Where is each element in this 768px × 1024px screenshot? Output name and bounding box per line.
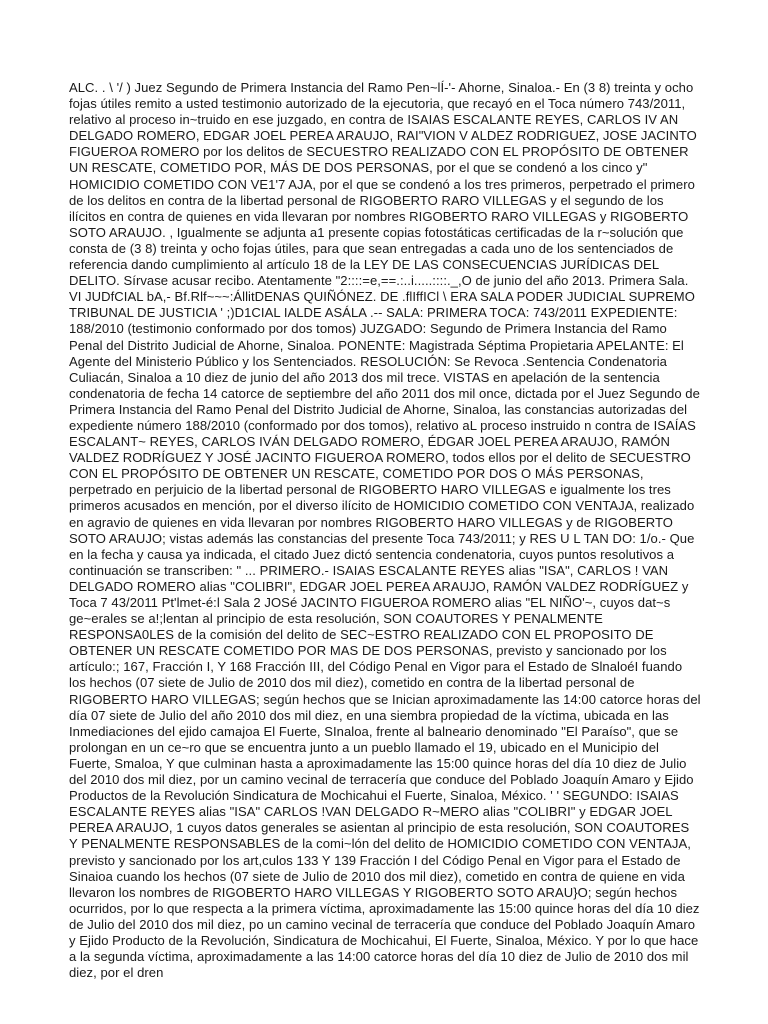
document-page — [69, 80, 701, 980]
document-body-text: ALC. . \ '/ ) Juez Segundo de Primera Instancia del Ramo Pen~lÍ-'- Ahorne, Sinaloa.- En (3 8) treinta y ocho fojas útiles remito a usted testimonio autorizado de la ejecutoria, que recayó en el Toca número 743/2011, relativo al proceso in~truido en ese juzgado, en contra de ISAIAS ESCALANTE REYES, CARLOS IV AN DELGADO ROMERO, EDGAR JOEL PEREA ARAUJO, RAI"VION V ALDEZ RODRIGUEZ, JOSE JACINTO FIGUEROA ROMERO por los delitos de SECUESTRO REALIZADO CON EL PROPÓSITO DE OBTENER UN RESCATE, COMETIDO POR, MÁS DE DOS PERSONAS, por el que se condenó a los cinco y" HOMICIDIO COMETIDO CON VE1'7 AJA, por el que se condenó a los tres primeros, perpetrado el primero de los delitos en contra de la libertad personal de RIGOBERTO RARO VILLEGAS y el segundo de los ilícitos en contra de quienes en vida llevaran por nombres RIGOBERTO RARO VILLEGAS y RIGOBERTO SOTO ARAUJO. , Igualmente se adjunta a1 presente copias fotostáticas certificadas de la r~solución que consta de (3 8) treinta y ocho fojas útiles, para que sean entregadas a cada uno de los sentenciados de referencia dando cumplimiento al artículo 18 de la LEY DE LAS CONSECUENCIAS JURÍDICAS DEL DELITO. Sírvase acusar recibo. Atentamente "2::::=e,==.:..i.....::::._,O de junio del año 2013. Primera Sala. VI JUDfCIAL bA,- Bf.Rlf~~~:ÁllitDENAS QUIÑÓNEZ. DE .flIffICl \ ERA SALA PODER JUDICIAL SUPREMO TRIBUNAL DE JUSTICIA ' ;)D1CIAL IALDE ASÁLA .-- SALA: PRIMERA TOCA: 743/2011 EXPEDIENTE: 188/2010 (testimonio conformado por dos tomos) JUZGADO: Segundo de Primera Instancia del Ramo Penal del Distrito Judicial de Ahorne, Sinaloa. PONENTE: Magistrada Séptima Propietaria APELANTE: El Agente del Ministerio Público y los Sentenciados. RESOLUCIÓN: Se Revoca .Sentencia Condenatoria Culiacán, Sinaloa a 10 diez de junio del año 2013 dos mil trece. VISTAS en apelación de la sentencia condenatoria de fecha 14 catorce de septiembre del año 2011 dos mil once, dictada por el Juez Segundo de Primera Instancia del Ramo Penal del Distrito Judicial de Ahorne, Sinaloa, las constancias autorizadas del expediente número 188/2010 (conformado por dos tomos), relativo aL proceso instruido n contra de ISAÍAS ESCALANT~ REYES, CARLOS IVÁN DELGADO ROMERO, ÉDGAR JOEL PEREA ARAUJO, RAMÓN VALDEZ RODRÍGUEZ Y JOSÉ JACINTO FIGUEROA ROMERO, todos ellos por el delito de SECUESTRO CON EL PROPÓSITO DE OBTENER UN RESCATE, COMETIDO POR DOS O MÁS PERSONAS, perpetrado en perjuicio de la libertad personal de RIGOBERTO HARO VILLEGAS e igualmente los tres primeros acusados en mención, por el diverso ilícito de HOMICIDIO COMETIDO CON VENTAJA, realizado en agravio de quienes en vida llevaran por nombres RIGOBERTO HARO VILLEGAS y de RIGOBERTO SOTO ARAUJO; vistas además las constancias del presente Toca 743/2011; y RES U L TAN DO: 1/o.- Que en la fecha y causa ya indicada, el citado Juez dictó sentencia condenatoria, cuyos puntos resolutivos a continuación se transcriben: " ... PRIMERO.- ISAIAS ESCALANTE REYES alias "ISA", CARLOS ! VAN DELGADO ROMERO alias "COLIBRI", EDGAR JOEL PEREA ARAUJO, RAMÓN VALDEZ RODRÍGUEZ y Toca 7 43/2011 Pt'lmet-é:l Sala 2 JOSé JACINTO FIGUEROA ROMERO alias "EL NIÑO'~, cuyos dat~s ge~erales se a!;lentan al principio de esta resolución, SON COAUTORES Y PENALMENTE RESPONSA0LES de la comisión del delito de SEC~ESTRO REALIZADO CON EL PROPOSITO DE OBTENER UN RESCATE COMETIDO POR MAS DE DOS PERSONAS, previsto y sancionado por los artículo:; 167, Fracción I, Y 168 Fracción III, del Código Penal en Vigor para el Estado de SlnaloéI fuando los hechos (07 siete de Julio de 2010 dos mil diez), cometido en contra de la libertad personal de RIGOBERTO HARO VILLEGAS; según hechos que se Inician aproximadamente las 14:00 catorce horas del día 07 siete de Julio del año 2010 dos mil diez, en una siembra propiedad de la víctima, ubicada en las Inmediaciones del ejido camajoa El Fuerte, SInaloa, frente al balneario denominado "El Paraíso", que se prolongan en un ce~ro que se encuentra junto a un pueblo llamado el 19, ubicado en el Municipio del Fuerte, Smaloa, Y que culminan hasta a aproximadamente las 15:00 quince horas del día 10 diez de Julio del 2010 dos mil diez, por un camino vecinal de terracería que conduce del Poblado Joaquín Amaro y Ejido Productos de la Revolución Sindicatura de Mochicahui el Fuerte, Sinaloa, México. ' ' SEGUNDO: ISAIAS ESCALANTE REYES alias "ISA" CARLOS !VAN DELGADO R~MERO alias "COLIBRI" y EDGAR JOEL PEREA ARAUJO, 1 cuyos datos generales se asientan al principio de esta resolución, SON COAUTORES Y PENALMENTE RESPONSABLES de la comi~lón del delito de HOMICIDIO COMETIDO CON VENTAJA, previsto y sancionado por los art,culos 133 Y 139 Fracción I del Código Penal en Vigor para el Estado de Sinaioa cuando los hechos (07 siete de Julio de 2010 dos mil diez), cometido en contra de quiene en vida llevaron los nombres de RIGOBERTO HARO VILLEGAS Y RIGOBERTO SOTO ARAU}O; según hechos ocurridos, por lo que respecta a la primera víctima, aproximadamente las 15:00 quince horas del día 10 diez de Julio del 2010 dos mil diez, po un camino vecinal de terracería que conduce del Poblado Joaquín Amaro y Ejido Producto de la Revolución, Sindicatura de Mochicahui, El Fuerte, Sinaloa, México. Y por lo que hace a la segunda víctima, aproximadamente a las 14:00 catorce horas del día 10 diez de Julio de 2010 dos mil diez, por el dren — [69, 80, 701, 980]
